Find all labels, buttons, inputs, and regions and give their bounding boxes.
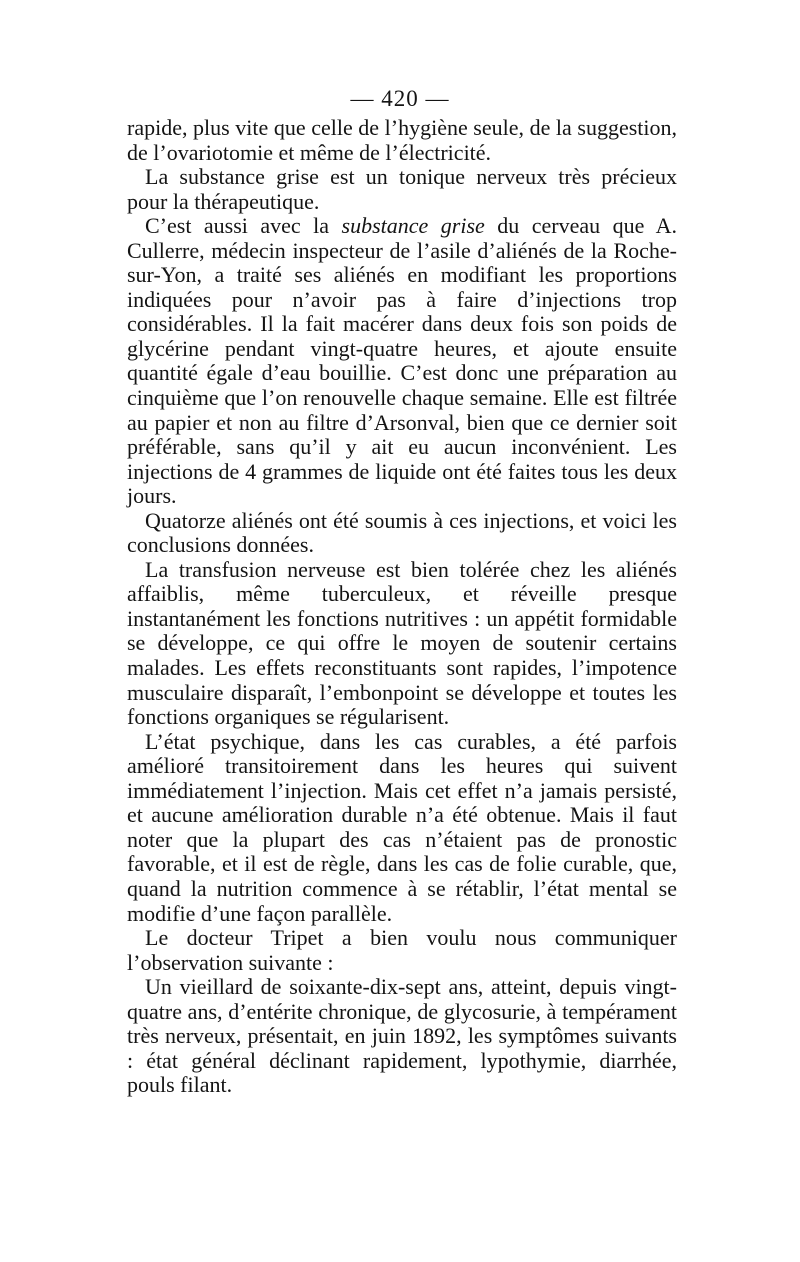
paragraph-text: rapide, plus vite que celle de l’hygiène seule, de la suggestion, de l’ovariotomie et même de l’électricité. xyxy=(127,115,677,165)
paragraph-text: C’est aussi avec la xyxy=(145,213,342,239)
paragraph-text: Le docteur Tripet a bien voulu nous communiquer l’observation suivante : xyxy=(127,925,677,975)
paragraph xyxy=(127,558,677,730)
paragraph xyxy=(127,926,677,975)
paragraph xyxy=(127,116,677,165)
paragraph xyxy=(127,975,677,1098)
paragraph-text: La substance grise est un tonique nerveux très précieux pour la thérapeutique. xyxy=(127,164,677,214)
paragraph xyxy=(127,214,677,509)
paragraph-text: La transfusion nerveuse est bien tolérée chez les aliénés affaiblis, même tuberculeux, et réveille presque instantanément les fonctions nutritives : un appétit formidable se développe, ce qui offre le moyen de soutenir certains malades. Les effets reconstituants sont rapides, l’impotence musculaire disparaît, l’embonpoint se développe et toutes les fonctions organiques se régularisent. xyxy=(127,556,677,730)
paragraph xyxy=(127,165,677,214)
paragraph-text: L’état psychique, dans les cas curables, a été parfois amélioré transitoirement dans les heures qui suivent immédiatement l’injection. Mais cet effet n’a jamais persisté, et aucune amélioration durable n’a été obtenue. Mais il faut noter que la plupart des cas n’étaient pas de pronostic favorable, et il est de règle, dans les cas de folie curable, que, quand la nutrition commence à se rétablir, l’état mental se modifie d’une façon parallèle. xyxy=(127,728,677,926)
page-number: — 420 — xyxy=(350,86,450,111)
paragraph-text: du cerveau que A. Cullerre, médecin inspecteur de l’asile d’aliénés de la Roche-sur-Yon, a traité ses aliénés en modifiant les proportions indiquées pour n’avoir pas à faire d’injections trop considérables. Il la fait macérer dans deux fois son poids de glycérine pendant vingt-quatre heures, et ajoute ensuite quantité égale d’eau bouillie. C’est donc une préparation au cinquième que l’on renouvelle chaque semaine. Elle est filtrée au papier et non au filtre d’Arsonval, bien que ce dernier soit préférable, sans qu’il y ait eu aucun inconvénient. Les injections de 4 grammes de liquide ont été faites tous les deux jours. xyxy=(127,213,678,509)
paragraph-text: Un vieillard de soixante-dix-sept ans, atteint, depuis vingt-quatre ans, d’entérite chronique, de glycosurie, à tempérament très nerveux, présentait, en juin 1892, les symptômes suivants : état général déclinant rapidement, lypothymie, diarrhée, pouls filant. xyxy=(127,974,677,1098)
paragraph xyxy=(127,730,677,926)
paragraph-text: Quatorze aliénés ont été soumis à ces injections, et voici les conclusions données. xyxy=(127,507,677,558)
body-text xyxy=(127,116,677,1098)
paragraph xyxy=(127,509,677,558)
italic-term: substance grise xyxy=(341,213,485,239)
